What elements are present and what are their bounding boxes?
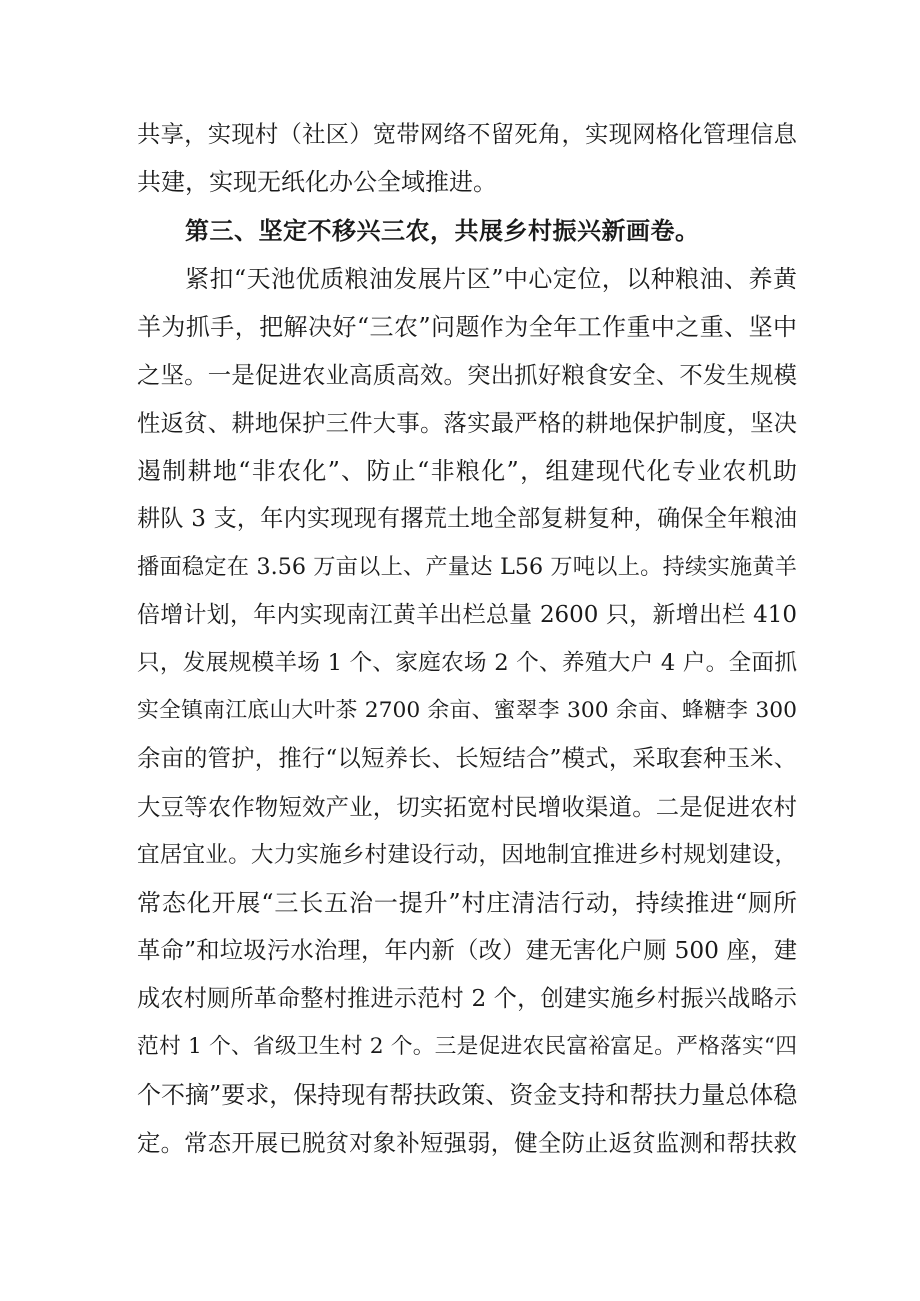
text-line: 羊为抓手，把解决好“三农”问题作为全年工作重中之重、坚中 bbox=[137, 313, 797, 341]
text-line: 余亩的管护，推行“以短养长、长短结合”模式，采取套种玉米、 bbox=[137, 745, 797, 772]
text-line: 范村 1 个、省级卫生村 2 个。三是促进农民富裕富足。严格落实“四 bbox=[137, 1034, 797, 1059]
text-line: 紧扣“天池优质粮油发展片区”中心定位，以种粮油、养黄 bbox=[185, 265, 797, 293]
text-line: 常态化开展“三长五治一提升”村庄清洁行动，持续推进“厕所 bbox=[137, 889, 797, 917]
text-line: 遏制耕地“非农化”、防止“非粮化”，组建现代化专业农机助 bbox=[137, 457, 797, 485]
text-line: 性返贫、耕地保护三件大事。落实最严格的耕地保护制度，坚决 bbox=[137, 409, 797, 437]
text-line: 个不摘”要求，保持现有帮扶政策、资金支持和帮扶力量总体稳 bbox=[137, 1081, 798, 1109]
text-line: 实全镇南江底山大叶茶 2700 余亩、蜜翠李 300 余亩、蜂糖李 300 bbox=[137, 698, 797, 723]
text-line: 倍增计划，年内实现南江黄羊出栏总量 2600 只，新增出栏 410 bbox=[137, 602, 797, 628]
text-line: 定。常态开展已脱贫对象补短强弱，健全防止返贫监测和帮扶救 bbox=[137, 1129, 797, 1157]
text-line: 成农村厕所革命整村推进示范村 2 个，创建实施乡村振兴战略示 bbox=[137, 986, 797, 1012]
text-line: 共建，实现无纸化办公全域推进。 bbox=[137, 168, 497, 196]
text-line: 只，发展规模羊场 1 个、家庭农场 2 个、养殖大户 4 户。全面抓 bbox=[137, 650, 797, 676]
text-line: 耕队 3 支，年内实现现有撂荒土地全部复耕复种，确保全年粮油 bbox=[137, 506, 797, 532]
text-line: 革命”和垃圾污水治理，年内新（改）建无害化户厕 500 座，建 bbox=[137, 937, 797, 964]
text-line: 共享，实现村（社区）宽带网络不留死角，实现网格化管理信息 bbox=[137, 120, 797, 148]
section-heading: 第三、坚定不移兴三农，共展乡村振兴新画卷。 bbox=[185, 217, 700, 245]
text-line: 之坚。一是促进农业高质高效。突出抓好粮食安全、不发生规模 bbox=[137, 361, 797, 389]
text-line: 宜居宜业。大力实施乡村建设行动，因地制宜推进乡村规划建设， bbox=[137, 842, 797, 868]
text-line: 播面稳定在 3.56 万亩以上、产量达 L56 万吨以上。持续实施黄羊 bbox=[137, 554, 797, 580]
text-line: 大豆等农作物短效产业，切实拓宽村民增收渠道。二是促进农村 bbox=[137, 793, 797, 821]
